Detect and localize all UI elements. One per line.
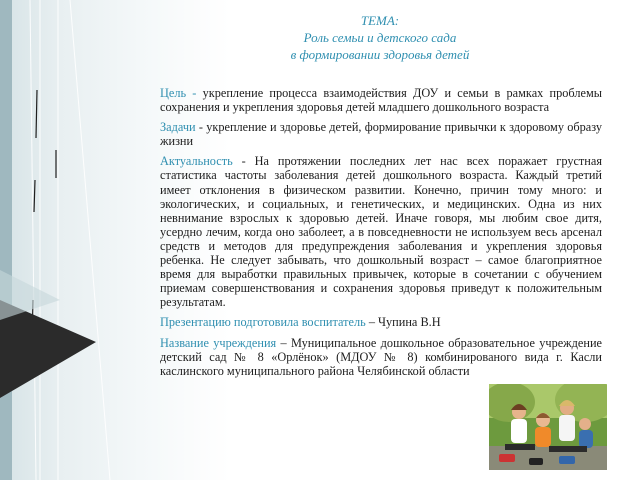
goal-label: Цель: [160, 86, 187, 100]
institution-separator: –: [276, 335, 292, 350]
goal-text: укрепление процесса взаимодействия ДОУ и семьи в рамках проблемы сохранения и укрепления здоровья детей младшего дошкольного возраста: [160, 86, 602, 115]
institution-label: Название учреждения: [160, 335, 277, 350]
tasks-label: Задачи: [160, 120, 196, 135]
title-line-2: Роль семьи и детского сада: [303, 30, 457, 45]
goal-paragraph: [160, 86, 602, 114]
institution-paragraph: [160, 336, 602, 378]
slide-title: [160, 12, 600, 63]
relevance-label: Актуальность: [160, 154, 233, 169]
tasks-text: укрепление и здоровье детей, формирование привычки к здоровому образу жизни: [160, 120, 602, 149]
author-label: Презентацию подготовила воспитатель: [160, 315, 366, 330]
title-line-3: в формировании здоровья детей: [290, 47, 470, 62]
author-separator: –: [365, 315, 379, 330]
relevance-paragraph: [160, 154, 602, 309]
author-paragraph: [160, 315, 602, 329]
institution-text: Муниципальное дошкольное образовательное учреждение детский сад № 8 «Орлёнок» (МДОУ № 8) комбинированого вида г. Касли каслинского муниципального района Челябинской области: [160, 335, 603, 378]
relevance-text: На протяжении последних лет нас всех поражает грустная статистика частоты заболевания детей дошкольного возраста. Каждый третий имеет отклонения в физическом развитии. Конечно, причин тому много: и экологических, и социальных, и генетических, и медицинских. Одна из них невнимание взрослых к здоровью детей. Иначе говоря, мы любим свое дитя, усердно лечим, когда оно заболеет, а в повседневности не используем весь арсенал средств и методов для предупреждения заболевания и укрепления здоровья ребенка. Не следует забывать, что дошкольный возраст – самое благоприятное время для выработки правильных привычек, которые в сочетании с обучением приемам совершенствования и сохранения здоровья приведут к положительным результатам.: [160, 154, 603, 310]
family-photo: [489, 384, 607, 470]
title-line-1: ТЕМА:: [360, 13, 400, 28]
relevance-separator: -: [232, 154, 255, 169]
author-name: Чупина В.Н: [378, 315, 441, 330]
tasks-separator: -: [195, 120, 207, 135]
goal-separator: -: [186, 86, 203, 100]
tasks-paragraph: [160, 120, 602, 148]
slide-content: [160, 86, 602, 384]
